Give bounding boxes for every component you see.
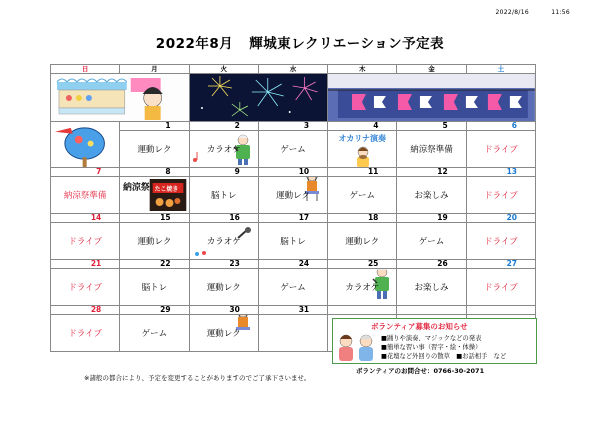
date-row [51, 260, 536, 269]
date-number: 13 [466, 168, 535, 177]
activity-label: 運動レク [206, 329, 241, 339]
date-number: 31 [258, 306, 327, 315]
schedule-footnote: ※諸般の都合により、予定を変更することがありますのでご了承下さいませ。 [84, 374, 311, 382]
empty-cell [466, 306, 535, 315]
weekday-mon: 月 [120, 65, 189, 74]
activity-row [51, 223, 536, 260]
picture-row [51, 74, 536, 122]
date-number: 17 [258, 214, 327, 223]
date-row [51, 306, 536, 315]
weekday-sat: 土 [466, 65, 535, 74]
volunteer-contact: ボランティアのお問合せ：0766-30-2071 [356, 367, 485, 375]
activity-row [51, 177, 536, 214]
date-number: 14 [51, 214, 120, 223]
date-number: 20 [466, 214, 535, 223]
volunteers-illustration [336, 331, 378, 361]
activity-label: カラオケ [206, 237, 241, 247]
fireworks-illustration [190, 74, 328, 121]
activity-cell: お楽しみ [397, 177, 466, 214]
empty-cell [328, 306, 397, 315]
festival-stall-illustration [51, 74, 189, 121]
date-row [51, 168, 536, 177]
festival-food-cell [120, 177, 189, 214]
activity-cell: 納涼祭準備 [51, 177, 120, 214]
date-number: 7 [51, 168, 120, 177]
date-row [51, 214, 536, 223]
page-title [0, 32, 600, 52]
weekday-wed: 水 [258, 65, 327, 74]
date-number: 18 [328, 214, 397, 223]
weekday-thu: 木 [328, 65, 397, 74]
activity-cell: 運動レク [120, 223, 189, 260]
activity-cell-drive: ドライブ [466, 223, 535, 260]
activity-cell: ゲーム [397, 223, 466, 260]
festival-food-illustration [120, 177, 188, 213]
activity-cell: 納涼祭準備 [397, 131, 466, 168]
notice-line: ■踊りや演奏、マジックなどの発表 [381, 335, 482, 342]
activity-label: オカリナ演奏 [338, 134, 387, 143]
date-number: 28 [51, 306, 120, 315]
activity-cell: 運動レク [189, 269, 258, 306]
karaoke-cell [189, 223, 258, 260]
weekday-header-row [51, 65, 536, 74]
music-note-icon [194, 247, 208, 257]
date-number: 29 [120, 306, 189, 315]
date-number: 6 [466, 122, 535, 131]
activity-cell: 運動レク [120, 131, 189, 168]
activity-cell: ゲーム [328, 177, 397, 214]
exercise-cell [258, 177, 327, 214]
date-number: 1 [120, 122, 189, 131]
calendar-table [50, 64, 536, 352]
ocarina-player-illustration [352, 145, 374, 167]
notice-line: ■簡単な習い事（習字・絵・体操） [381, 344, 482, 351]
date-number: 8 [120, 168, 189, 177]
streamers-illustration [328, 74, 535, 121]
date-number: 12 [397, 168, 466, 177]
exercise-cell [189, 315, 258, 352]
notice-heading: ボランティア募集のお知らせ [371, 322, 468, 331]
date-number: 26 [397, 260, 466, 269]
date-number: 27 [466, 260, 535, 269]
uchiwa-fan-cell [51, 122, 120, 168]
activity-cell: ゲーム [120, 315, 189, 352]
activity-cell-drive: ドライブ [466, 269, 535, 306]
activity-label: 運動レク [276, 191, 310, 201]
notice-line: ■花壇など外回りの散草 ■お話相手 など [381, 353, 507, 360]
date-number: 24 [258, 260, 327, 269]
date-number: 22 [120, 260, 189, 269]
title-facility: 輝城東レクリエーション予定表 [249, 36, 445, 52]
title-month: 2022年8月 [155, 36, 234, 52]
date-number: 15 [120, 214, 189, 223]
activity-cell-drive: ドライブ [51, 223, 120, 260]
print-stamp [476, 9, 570, 16]
date-number: 3 [258, 122, 327, 131]
activity-cell-drive: ドライブ [51, 269, 120, 306]
activity-label: カラオケ [206, 145, 241, 155]
weekday-tue: 火 [189, 65, 258, 74]
karaoke-cell [328, 269, 397, 306]
activity-cell-drive: ドライブ [466, 177, 535, 214]
date-number: 25 [328, 260, 397, 269]
print-time: 11:56 [551, 9, 570, 16]
activity-cell: お楽しみ [397, 269, 466, 306]
activity-cell: 脳トレ [120, 269, 189, 306]
activity-label: カラオケ [345, 283, 380, 293]
print-date: 2022/8/16 [495, 9, 529, 16]
takoyaki-sign-text: たこ焼き [154, 185, 179, 194]
date-row [51, 122, 536, 131]
empty-cell [397, 306, 466, 315]
music-note-icon [192, 151, 202, 163]
activity-cell: 脳トレ [258, 223, 327, 260]
date-number: 21 [51, 260, 120, 269]
date-number: 9 [189, 168, 258, 177]
weekday-fri: 金 [397, 65, 466, 74]
date-number: 19 [397, 214, 466, 223]
date-number: 5 [397, 122, 466, 131]
date-number: 11 [328, 168, 397, 177]
empty-cell [258, 315, 327, 352]
activity-cell: 脳トレ [189, 177, 258, 214]
date-number: 2 [189, 122, 258, 131]
festival-stall-image [51, 74, 190, 122]
activity-cell-drive: ドライブ [466, 131, 535, 168]
uchiwa-fan-illustration [51, 122, 119, 167]
volunteer-notice [332, 318, 537, 364]
ocarina-cell [328, 131, 397, 168]
date-number: 30 [189, 306, 258, 315]
karaoke-cell [189, 131, 258, 168]
activity-cell-drive: ドライブ [51, 315, 120, 352]
natsu-text: 納涼祭 [123, 182, 150, 194]
activity-cell: ゲーム [258, 131, 327, 168]
activity-row [51, 131, 536, 168]
activity-row [51, 269, 536, 306]
carp-streamers-image [328, 74, 536, 122]
date-number: 16 [189, 214, 258, 223]
activity-cell: ゲーム [258, 269, 327, 306]
activity-cell: 運動レク [328, 223, 397, 260]
weekday-sun: 日 [51, 65, 120, 74]
date-number: 23 [189, 260, 258, 269]
fireworks-image [189, 74, 328, 122]
date-number: 4 [328, 122, 397, 131]
date-number: 10 [258, 168, 327, 177]
